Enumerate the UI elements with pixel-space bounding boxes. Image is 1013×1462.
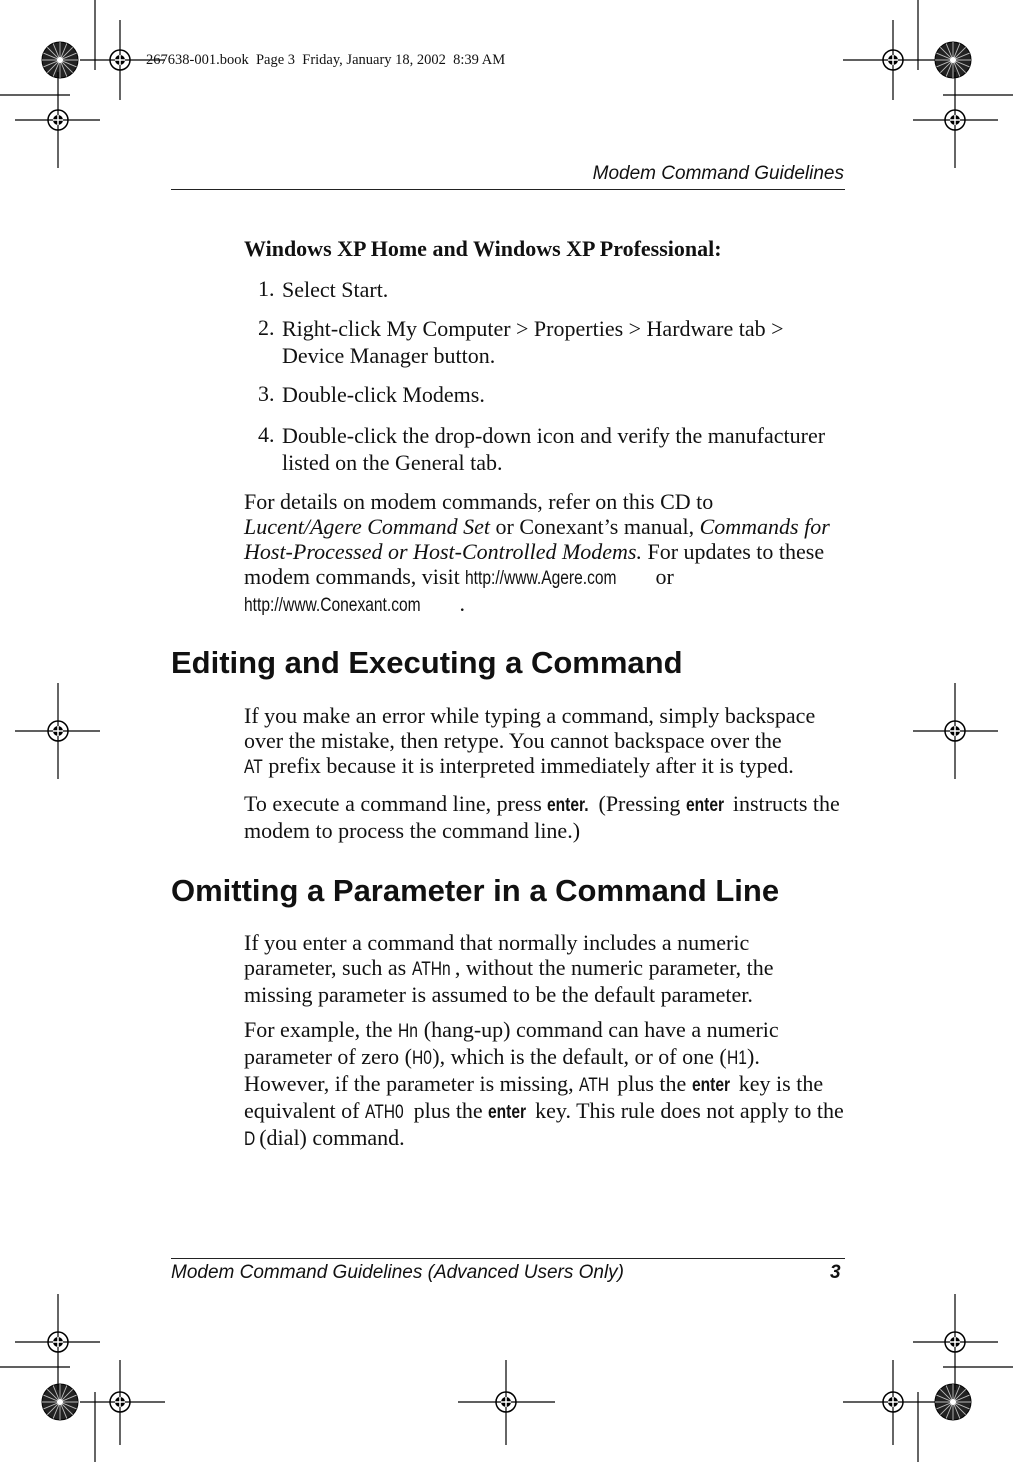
page-number: 3: [830, 1262, 841, 1283]
text: ). However, if the parameter is missing,: [244, 1044, 760, 1096]
subheading: Windows XP Home and Windows XP Professional:: [244, 236, 722, 261]
paragraph: [244, 703, 844, 780]
step-text: Select Start.: [282, 277, 389, 302]
star-target-icon: [42, 1384, 78, 1420]
step-text: Right-click My Computer > Properties > Hardware tab > Device Manager button.: [282, 316, 784, 368]
code-text: ATH0: [364, 1102, 404, 1123]
agere-link[interactable]: http://www.Agere.com: [465, 568, 617, 589]
code-text: H1: [726, 1048, 747, 1069]
doc-title: Lucent/Agere Command Set: [244, 514, 491, 539]
step-number: 3.: [258, 381, 275, 406]
text: plus the: [611, 1071, 692, 1096]
text: , without the numeric parameter, the missing parameter is assumed to be the default parameter.: [244, 955, 774, 1007]
text: key is the equivalent of: [244, 1071, 824, 1123]
key-label: enter.: [547, 795, 589, 816]
text: or Conexant’s manual,: [490, 514, 700, 539]
step-number: 1.: [258, 276, 275, 301]
code-text: D: [244, 1129, 256, 1150]
header-rule: [171, 189, 845, 190]
text: If you enter a command that normally includes a numeric parameter, such as: [244, 930, 750, 980]
step-number: 4.: [258, 422, 275, 447]
paragraph: [244, 1017, 844, 1152]
section-heading: Omitting a Parameter in a Command Line: [171, 873, 780, 908]
details-paragraph: [244, 489, 844, 618]
footer-rule: [171, 1258, 845, 1259]
star-target-icon: [935, 1384, 971, 1420]
text: (hang-up) command can have a numeric parameter of zero (: [244, 1017, 779, 1069]
text: For updates to these modem commands, visit: [244, 539, 825, 589]
key-label: enter: [488, 1102, 527, 1123]
text: plus the: [408, 1098, 489, 1123]
text: (dial) command.: [253, 1125, 405, 1150]
star-target-icon: [42, 42, 78, 78]
key-label: enter: [691, 1075, 730, 1096]
step-number: 2.: [258, 315, 275, 340]
step-text: Double-click Modems.: [282, 382, 485, 407]
text: prefix because it is interpreted immediately after it is typed.: [262, 753, 794, 778]
text: To execute a command line, press: [244, 791, 548, 816]
footer-title: Modem Command Guidelines (Advanced Users Only): [171, 1262, 625, 1283]
code-text: ATHn: [411, 959, 451, 980]
code-text: ATH: [579, 1075, 610, 1096]
text: For details on modem commands, refer on this CD to: [244, 489, 714, 514]
step-text: Double-click the drop-down icon and verify the manufacturer listed on the General tab.: [282, 423, 826, 475]
star-target-icon: [935, 42, 971, 78]
code-text: AT: [244, 757, 263, 778]
text: (Pressing: [593, 791, 686, 816]
paragraph: [244, 791, 844, 843]
code-text: Hn: [397, 1021, 418, 1042]
text: instructs the modem to process the command line.): [244, 791, 840, 843]
running-header: Modem Command Guidelines: [592, 163, 844, 184]
text: If you make an error while typing a command, simply backspace over the mistake, then retype. You cannot backspace over the: [244, 703, 816, 753]
paragraph: [244, 930, 829, 1007]
conexant-link[interactable]: http://www.Conexant.com: [244, 595, 421, 616]
key-label: enter: [685, 795, 724, 816]
print-slug: 267638-001.book Page 3 Friday, January 18, 2002 8:39 AM: [146, 52, 506, 68]
text: ), which is the default, or of one (: [432, 1044, 727, 1069]
text: .: [459, 591, 465, 616]
code-text: H0: [411, 1048, 432, 1069]
text: key. This rule does not apply to the: [529, 1098, 844, 1123]
section-heading: Editing and Executing a Command: [171, 645, 683, 680]
text: For example, the: [244, 1017, 398, 1042]
doc-title: Commands for Host-Processed or Host-Controlled Modems.: [244, 514, 830, 564]
text: or: [650, 564, 674, 589]
